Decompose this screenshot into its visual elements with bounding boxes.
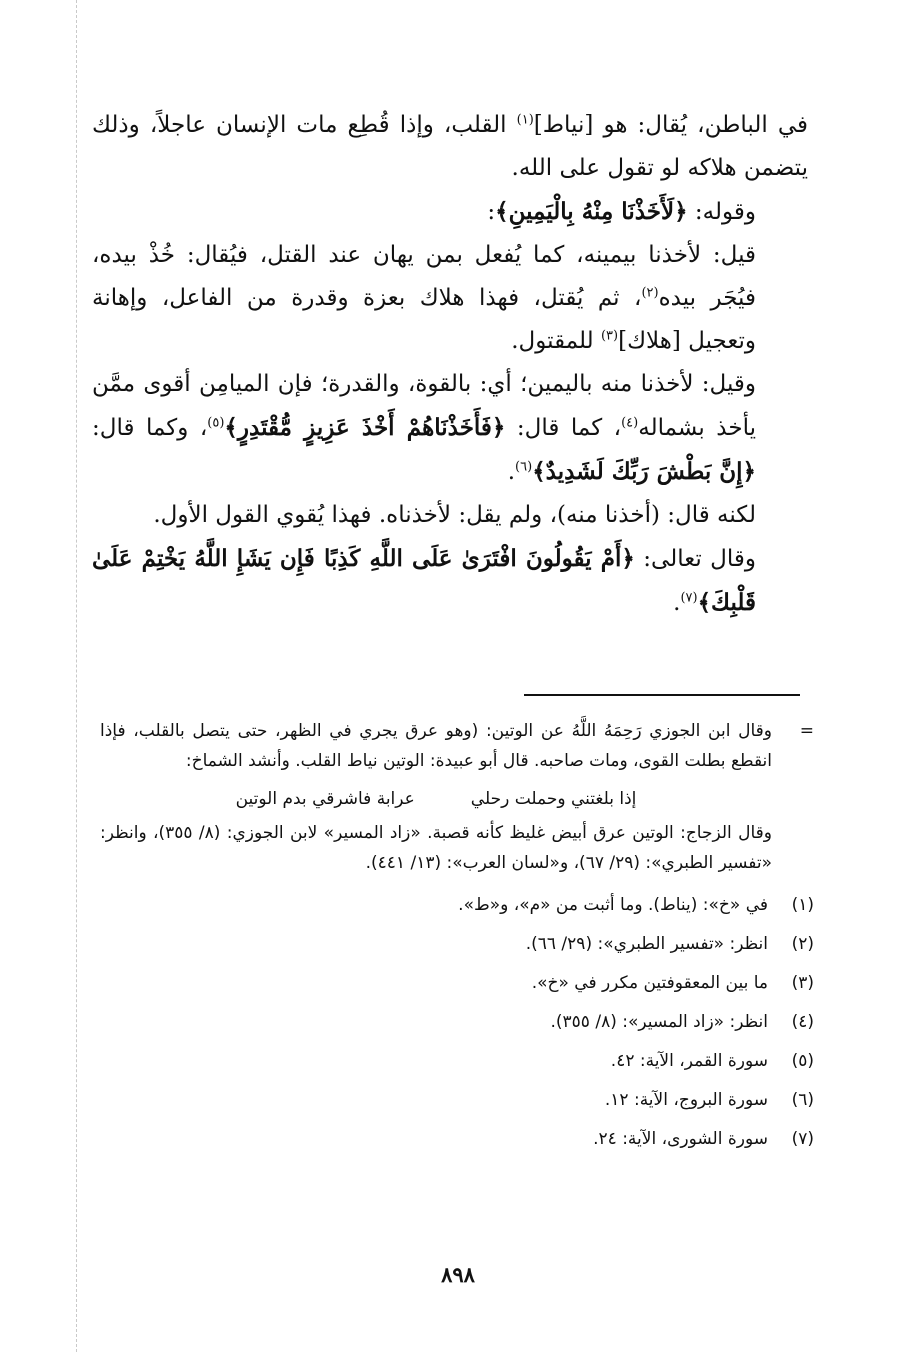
footnote-list — [100, 886, 814, 1159]
footnote-text: في «خ»: (يناط). وما أثبت من «م»، و«ط». — [458, 895, 768, 915]
footnote-ref-5[interactable]: (٥) — [207, 415, 225, 431]
footnote-ref-7[interactable]: (٧) — [680, 590, 698, 606]
quran-verse: ﴿لَأَخَذْنَا مِنْهُ بِالْيَمِينِ﴾ — [495, 198, 688, 225]
footnote-text: سورة البروج، الآية: ١٢. — [604, 1090, 768, 1110]
poetry-verse — [100, 784, 814, 814]
footnote-ref-3[interactable]: (٣) — [600, 328, 619, 344]
footnote-text: ما بين المعقوفتين مكرر في «خ». — [531, 973, 768, 993]
page-number: ٨٩٨ — [441, 1262, 475, 1287]
footnote-item — [100, 1120, 814, 1159]
footnote-number: (٤) — [791, 1012, 814, 1032]
paragraph-2: وقوله: ﴿لَأَخَذْنَا مِنْهُ بِالْيَمِينِ﴾: — [487, 198, 756, 225]
footnote-continuation — [100, 716, 814, 776]
footnote-item — [100, 886, 814, 925]
footnote-text: سورة الشورى، الآية: ٢٤. — [593, 1129, 768, 1149]
paragraph-6: وقال تعالى: ﴿أَمْ يَقُولُونَ افْتَرَىٰ عَلَى اللَّهِ كَذِبًا فَإِن يَشَإِ اللَّهُ يَخْتِمْ عَلَىٰ قَلْبِكَ﴾$^{(٧)}$. — [92, 545, 756, 616]
footnote-item — [100, 1003, 814, 1042]
paragraph-3: قيل: لأخذنا بيمينه، كما يُفعل بمن يهان عند القتل، فيُقال: خُذْ بيده، فيُجَر بيده$^{(٢)}$، ثم يُقتل، فهذا هلاك بعزة وقدرة من الفاعل، وإهانة وتعجيل [هلاك]$^{(٣)}$ للمقتول. — [92, 242, 756, 354]
paragraph-5: لكنه قال: (أخذنا منه)، ولم يقل: لأخذناه. فهذا يُقوي القول الأول. — [153, 502, 756, 528]
paragraph-1: في الباطن، يُقال: هو [نياط]$^{(١)}$ القلب، وإذا قُطِع مات الإنسان عاجلاً، وذلك يتضمن هلاكه لو تقول على الله. — [92, 112, 808, 181]
main-text — [92, 104, 808, 625]
poetry-hemistich-right: إذا بلغتني وحملت رحلي — [470, 789, 637, 809]
footnote-ref-2[interactable]: (٢) — [641, 285, 659, 301]
footnote-ref-4[interactable]: (٤) — [621, 415, 639, 431]
footnote-ref-1[interactable]: (١) — [516, 112, 534, 128]
footnote-number: (٦) — [791, 1090, 814, 1110]
scan-edge-line — [76, 0, 77, 1352]
footnote-item — [100, 1081, 814, 1120]
poetry-hemistich-left: عرابة فاشرقي بدم الوتين — [235, 789, 415, 809]
footnote-ref-6[interactable]: (٦) — [515, 459, 533, 475]
footnote-text: انظر: «تفسير الطبري»: (٢٩/ ٦٦). — [525, 934, 768, 954]
footnote-continuation-text-2: وقال الزجاج: الوتين عرق أبيض غليظ كأنه قصبة. «زاد المسير» لابن الجوزي: (٨/ ٣٥٥)، وانظر: «تفسير الطبري»: (٢٩/ ٦٧)، و«لسان العرب»: (١٣/ ٤٤١). — [100, 823, 772, 873]
continuation-mark: = — [799, 721, 814, 741]
footnote-continuation-2 — [100, 818, 814, 878]
quran-verse: ﴿أَمْ يَقُولُونَ افْتَرَىٰ عَلَى اللَّهِ كَذِبًا فَإِن يَشَإِ اللَّهُ يَخْتِمْ عَلَىٰ قَلْبِكَ﴾ — [92, 545, 756, 616]
footnote-number: (٥) — [791, 1051, 814, 1071]
quran-verse: ﴿فَأَخَذْنَاهُمْ أَخْذَ عَزِيزٍ مُّقْتَدِرٍ﴾ — [224, 414, 506, 441]
footnote-text: سورة القمر، الآية: ٤٢. — [610, 1051, 768, 1071]
footnotes — [100, 716, 814, 1159]
footnote-number: (١) — [791, 895, 814, 915]
footnote-number: (٧) — [791, 1129, 814, 1149]
footnote-item — [100, 925, 814, 964]
footnote-separator — [524, 694, 800, 696]
footnote-item — [100, 964, 814, 1003]
footnote-number: (٣) — [791, 973, 814, 993]
footnote-text: انظر: «زاد المسير»: (٨/ ٣٥٥). — [550, 1012, 768, 1032]
quran-verse: ﴿إِنَّ بَطْشَ رَبِّكَ لَشَدِيدٌ﴾ — [532, 458, 756, 485]
footnote-item — [100, 1042, 814, 1081]
paragraph-4: وقيل: لأخذنا منه باليمين؛ أي: بالقوة، والقدرة؛ فإن الميامِن أقوى ممَّن يأخذ بشماله$^{(٤)}$، كما قال: ﴿فَأَخَذْنَاهُمْ أَخْذَ عَزِيزٍ مُّقْتَدِرٍ﴾$^{(٥)}$، وكما قال: ﴿إِنَّ بَطْشَ رَبِّكَ لَشَدِيدٌ﴾$^{(٦)}$. — [92, 371, 757, 485]
footnote-number: (٢) — [791, 934, 814, 954]
footnote-continuation-text: وقال ابن الجوزي رَحِمَهُ اللَّهُ عن الوتين: (وهو عرق يجري في الظهر، حتى يتصل بالقلب، فإذا انقطع بطلت القوى، ومات صاحبه. قال أبو عبيدة: الوتين نياط القلب. وأنشد الشماخ: — [100, 721, 772, 771]
